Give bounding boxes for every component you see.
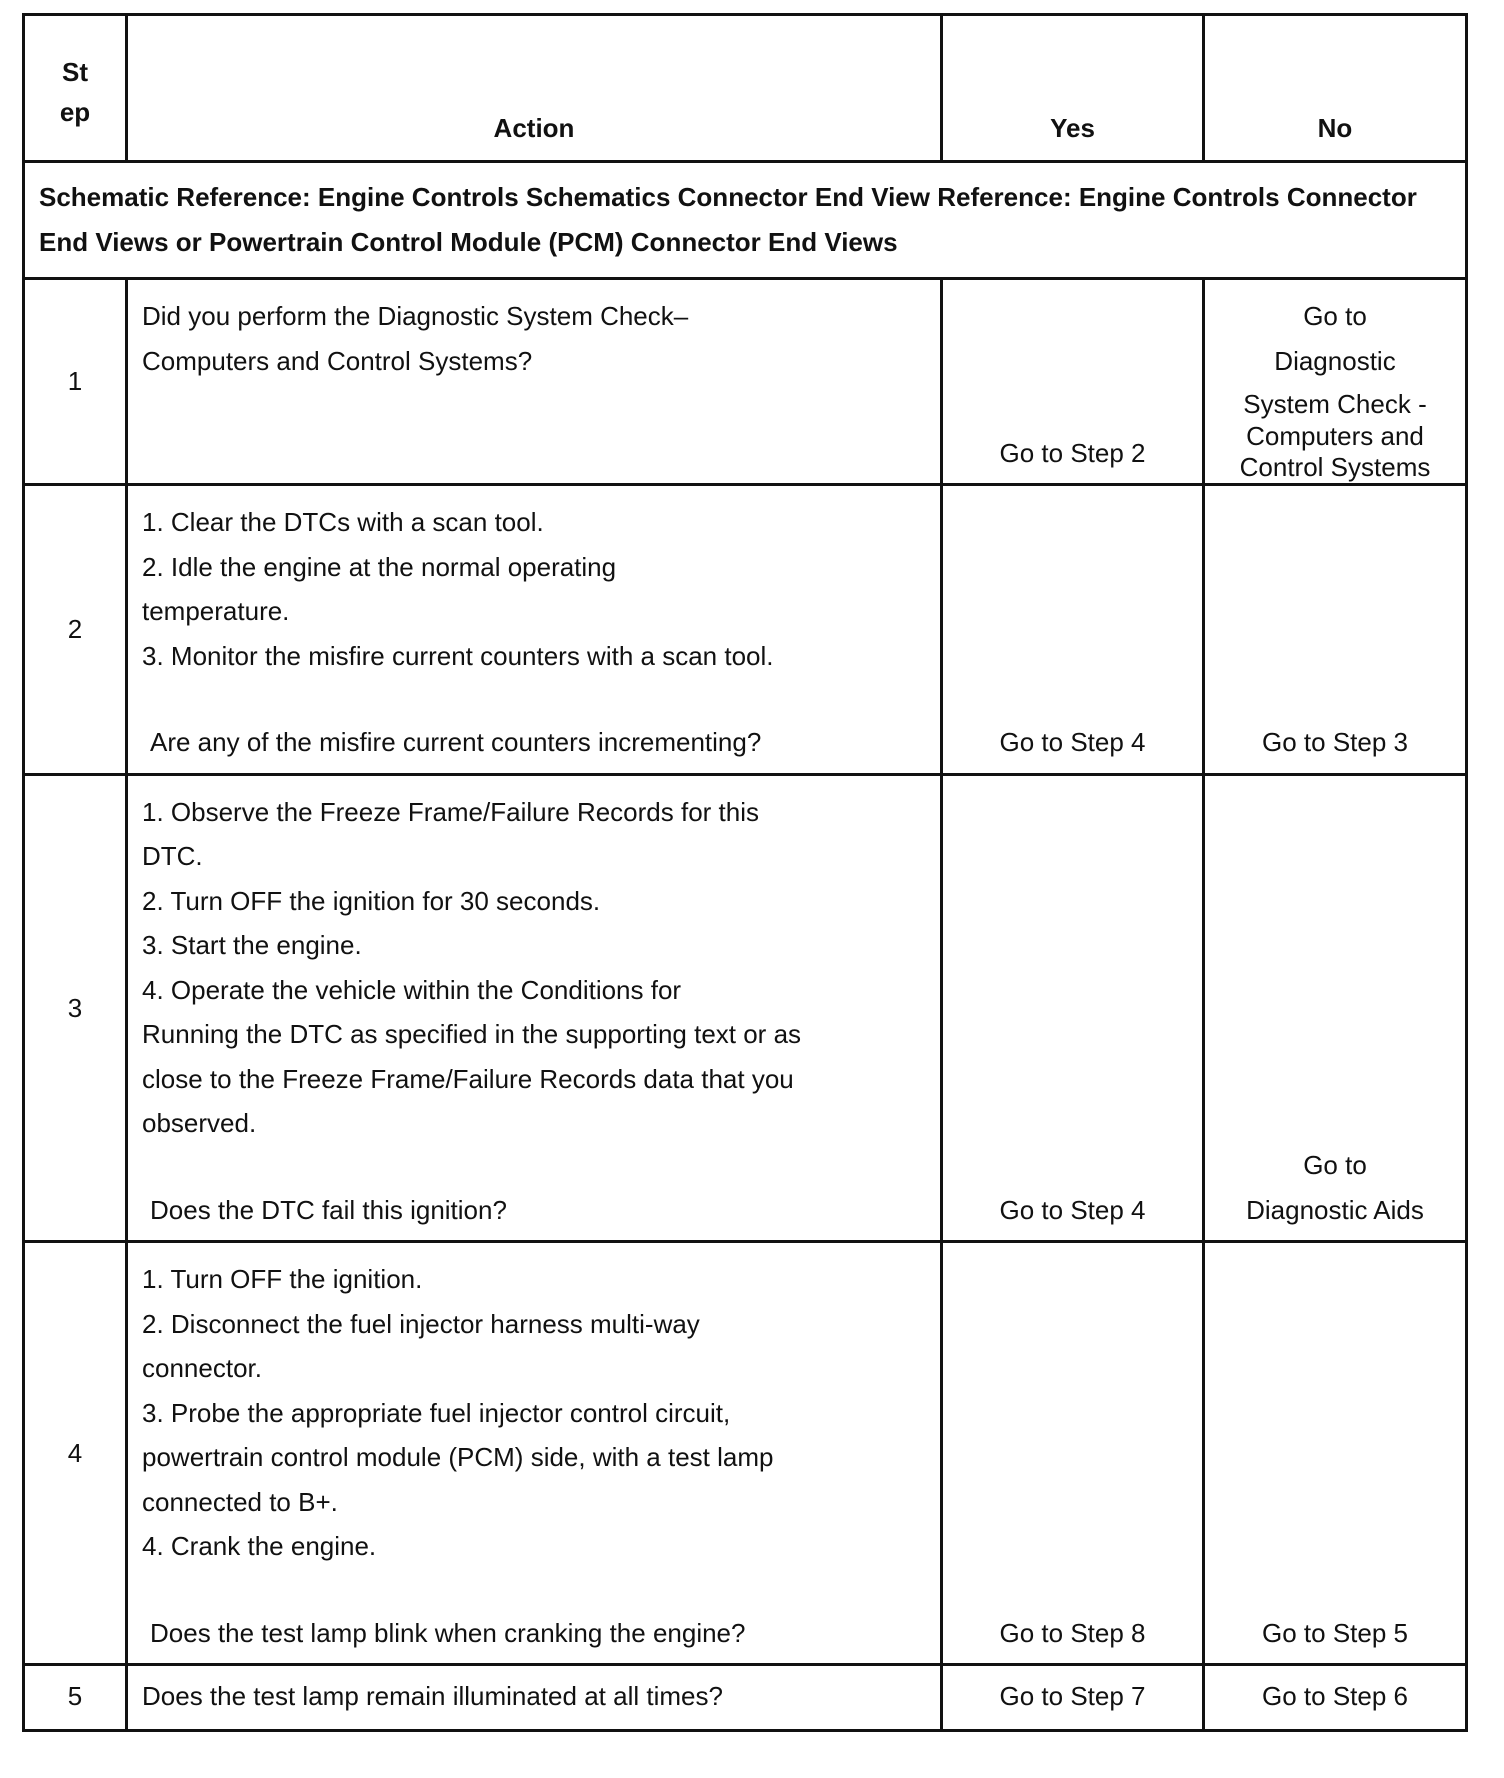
no-line: Diagnostic Aids (1246, 1194, 1424, 1225)
action-line: close to the Freeze Frame/Failure Records data that you (142, 1063, 794, 1094)
no-cell (1204, 774, 1467, 1242)
no-line: Go to (1303, 1150, 1367, 1180)
step-number: 2 (24, 485, 127, 775)
header-step-line2: ep (59, 97, 91, 127)
diagnostic-table (22, 13, 1468, 1732)
action-line: 2. Disconnect the fuel injector harness multi-way (142, 1308, 700, 1339)
header-row (24, 15, 1467, 162)
action-cell (127, 1242, 942, 1665)
no-line: System Check - (1243, 389, 1427, 419)
action-line: 4. Operate the vehicle within the Conditions for (142, 974, 682, 1005)
action-line: 1. Observe the Freeze Frame/Failure Records for this (142, 796, 760, 827)
no-line: Computers and (1246, 421, 1424, 451)
action-line: 3. Probe the appropriate fuel injector control circuit, (142, 1397, 731, 1428)
action-line: 3. Start the engine. (142, 930, 362, 960)
action-cell (127, 774, 942, 1242)
yes-cell: Go to Step 8 (942, 1242, 1204, 1665)
step-number: 1 (24, 279, 127, 485)
action-line: temperature. (142, 596, 290, 626)
step-row-3 (24, 774, 1467, 1242)
question-line: Are any of the misfire current counters incrementing? (150, 727, 762, 757)
action-line: powertrain control module (PCM) side, with a test lamp (142, 1442, 774, 1472)
question-line: Does the DTC fail this ignition? (150, 1194, 507, 1225)
action-line: Computers and Control Systems? (142, 345, 533, 376)
yes-cell: Go to Step 4 (942, 774, 1204, 1242)
action-line: 3. Monitor the misfire current counters with a scan tool. (142, 640, 774, 671)
schematic-reference-row (24, 162, 1467, 279)
question-line: Does the test lamp remain illuminated at all times? (127, 1665, 942, 1731)
header-no: No (1204, 15, 1467, 162)
action-line: Did you perform the Diagnostic System Check– (142, 301, 689, 331)
action-cell (127, 485, 942, 775)
no-cell: Go to Step 3 (1204, 485, 1467, 775)
step-row-5 (24, 1665, 1467, 1731)
yes-cell: Go to Step 7 (942, 1665, 1204, 1731)
no-line: Go to (1303, 301, 1367, 331)
schematic-reference-text: Schematic Reference: Engine Controls Schematics Connector End View Reference: Engine Controls Connector End Views or Powertrain Control Module (PCM) Connector End Views (24, 162, 1467, 279)
header-step-line1: St (62, 57, 88, 87)
yes-cell: Go to Step 2 (942, 279, 1204, 485)
step-number: 4 (24, 1242, 127, 1665)
no-line: Diagnostic (1274, 345, 1396, 376)
step-row-1 (24, 279, 1467, 485)
action-line: Running the DTC as specified in the supporting text or as (142, 1019, 802, 1049)
action-cell (127, 279, 942, 485)
action-line: 1. Clear the DTCs with a scan tool. (142, 507, 544, 537)
header-action: Action (127, 15, 942, 162)
action-line: 4. Crank the engine. (142, 1531, 377, 1561)
step-row-2 (24, 485, 1467, 775)
action-line: 1. Turn OFF the ignition. (142, 1264, 423, 1294)
action-line: DTC. (142, 841, 203, 871)
yes-cell: Go to Step 4 (942, 485, 1204, 775)
step-number: 3 (24, 774, 127, 1242)
action-line: connector. (142, 1353, 262, 1383)
action-line: 2. Idle the engine at the normal operating (142, 551, 617, 582)
header-yes: Yes (942, 15, 1204, 162)
no-cell: Go to Step 5 (1204, 1242, 1467, 1665)
action-line: connected to B+. (142, 1486, 338, 1517)
action-line: 2. Turn OFF the ignition for 30 seconds. (142, 885, 601, 916)
header-step (24, 15, 127, 162)
no-cell: Go to Step 6 (1204, 1665, 1467, 1731)
no-cell (1204, 279, 1467, 485)
action-line: observed. (142, 1108, 257, 1138)
question-line: Does the test lamp blink when cranking the engine? (150, 1617, 746, 1648)
no-line: Control Systems (1239, 452, 1431, 482)
step-number: 5 (24, 1665, 127, 1731)
step-row-4 (24, 1242, 1467, 1665)
